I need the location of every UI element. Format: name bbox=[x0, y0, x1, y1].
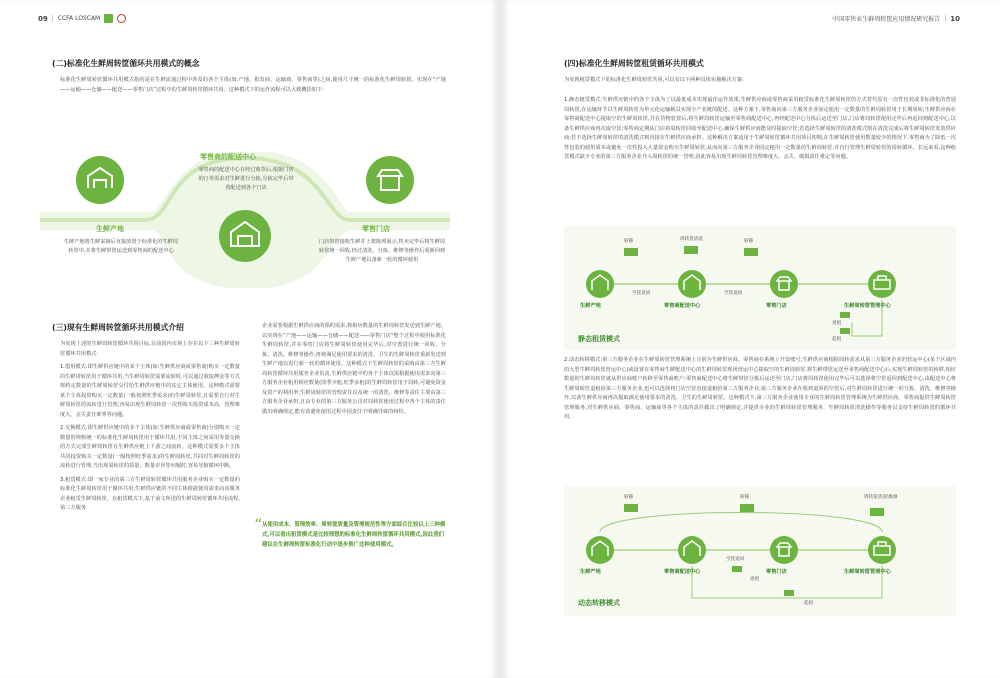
dyn-node-store: 零售门店 bbox=[766, 569, 787, 575]
static-mode-title: 静态租赁模式 bbox=[578, 335, 620, 343]
empty-return-2: 空筐返回 bbox=[724, 291, 743, 296]
dyn-return-rent-label: 退租 bbox=[750, 577, 760, 582]
quote-mark: “ bbox=[254, 515, 263, 534]
origin-description: 生鲜产地将生鲜采摘后直接放置于标准化的生鲜周转筐中,并将生鲜带筐运送到零售商的配送中心 bbox=[63, 239, 179, 254]
right-page bbox=[502, 0, 1000, 678]
exchange-mode-text: 2.交换模式:即生鲜供应链中的多个主体(如:生鲜供应商或零售商)分别购买一定数量的规格统一的标准化生鲜周转筐用于循环共用,不同主体之间采用等量交换的方式完成生鲜周转筐在生鲜供应链上下游之间流转。这种模式需要多个主体共同投资购买一定数量(一般按照旺季需求)的生鲜周转筐,共同对生鲜周转筐的流转进行管理,当出现周转筐的质量、数量差异等问题时,容易导致循环中断。 bbox=[60, 425, 240, 469]
section-3-title: (三)现有生鲜周转筐循环共用模式介绍 bbox=[52, 323, 184, 332]
dyn-transfer-label-1: 转移 bbox=[624, 495, 634, 500]
dyn-start-rent-label: 起租 bbox=[804, 601, 814, 606]
transfer-label-1: 转移 bbox=[624, 239, 634, 244]
section-4-title: (四)标准化生鲜周转筐租赁循环共用模式 bbox=[564, 59, 704, 68]
brand-name: CCFA LOSCAM bbox=[57, 15, 101, 22]
section-3-column-2: 企业需要根据生鲜供应商的预约需求,将相应数量的生鲜周转筐发送到生鲜产地。以实现在“产地——运输——仓储——配送——零售门店”整个过程中使用标准化生鲜周转筐,并在零售门店将生鲜周转筐使用完毕后,对空置进行统一回收、分拣、清洗、维修等操作,再将满足使用要求的清洗、卫生的生鲜周转筐重新发送到生鲜产地以进行新一轮的循环使用。这种模式下生鲜周转筐的采购由第三方生鲜周转筐循环共用服务企业负责,生鲜供应链中的各个主体仅需根据使用需求向第三方服务企业租用相应数量(淡季少租,旺季多租)的生鲜周转筐用于周转,可避免资金及资产的利用率;生鲜周转筐的管理责任以及统一的清洗、维修等责任主要由第三方服务企业承担,且由专业的第三方服务公司对周转筐使用过程中各个主体的责任做出明确规定,能有效避免使用过程中因责任不明确导致的纠纷。 bbox=[262, 323, 446, 415]
node-store: 零售门店 bbox=[766, 303, 787, 309]
dyn-wash-label: 周转筐清洗\维修 bbox=[864, 495, 898, 500]
dyn-node-dc: 零售商配送中心 bbox=[664, 569, 701, 575]
wash-label: 周转筐清洗 bbox=[680, 237, 703, 242]
static-lease-text: 1.静态租赁模式:生鲜供应链中的各个主体为了以最低成本实现最佳运作效果,生鲜供应商或零售商采用租赁标准化生鲜周转筐的方式替代原有一次性包装或非标准化的普通周转筐,在运输环节以生鲜周转筐为单元化运输载具实现全产业链的配送。这种方案下,零售商向第三方服务企业固定租用一定数量的生鲜周转筐用于长期周转;生鲜供应商在零售商配送中心提取空的生鲜周转筐,并在货物装置后,将生鲜周转筐运输至零售商配送中心,再经配送中心分拣后运送至门店,门店将周转筐使用完毕后再返回到配送中心,以备生鲜供应商再次取空筐;零售商定期从门店将周转筐回收至配送中心,确保生鲜供应商能及时提取空筐;若选择生鲜周转筐的清洗模式则在清洗完成后将生鲜周转筐发放供应商;若不选择生鲜周转筐的清洗模式则直接在生鲜供应商承担。这种解决方案适用于生鲜周转筐循环共用项目初期,在生鲜周转筐使用数量较少的情况下,零售商为了降低一次性包装的使用成本或避免一次性投入大量资金购买生鲜周转筐,从而向第三方服务企业固定租用一定数量的生鲜周转筐,并自行管理生鲜周转筐的周转循环。长远来看,这种租赁模式缺少专业的第三方服务企业介入周转筐的统一管理,因此容易出现生鲜周转筐管理难度大、丢失、破损责任难定等问题。 bbox=[564, 97, 956, 160]
dc-description: 零售商的配送中心在经过收货后,根据门店的订单需求对生鲜进行分拣,分拣完毕后带着配送到各个门店 bbox=[198, 167, 294, 191]
dyn-empty-return: 空筐返回 bbox=[726, 557, 745, 562]
borrow-mode-text: 1.借用模式:即生鲜供应链中的某个主体(如:生鲜供应商或零售商)购买一定数量的生鲜周转筐用于循环共用,当生鲜周转筐需要流转时,可以通过收取押金等方式将约定数量的生鲜周转筐交付给生鲜供应链中的其它主体使用。这种模式需要某个主体投资购买一定数量(一般按照旺季需求)的生鲜周转筐,且需要自行对生鲜周转筐的流转进行管理,容易出现生鲜周转筐一次性购买投资成本高、管理难度大、丢失责任难界等问题。 bbox=[60, 364, 240, 418]
dyn-node-mgmt: 生鲜周转筐管理中心 bbox=[844, 569, 891, 575]
transfer-label-2: 转移 bbox=[744, 239, 754, 244]
node-mgmt: 生鲜周转筐管理中心 bbox=[844, 303, 891, 309]
dyn-transfer-label-2: 转移 bbox=[740, 495, 750, 500]
static-lease-diagram bbox=[564, 226, 956, 350]
node-dc: 零售商配送中心 bbox=[664, 303, 701, 309]
page-header-left: 09 | CCFA LOSCAM bbox=[38, 14, 126, 23]
dyn-node-origin: 生鲜产地 bbox=[580, 569, 601, 575]
origin-title: 生鲜产地 bbox=[96, 225, 124, 233]
page-number: 10 bbox=[950, 14, 960, 23]
section-2-intro: 标准化生鲜周转筐循环共用模式指的是在生鲜流通过程中涉及的各个主体(如:产地、批发商、运输商、零售商等)之间,使用尺寸统一的标准化生鲜周转筐。实现在“产地——运输——仓储——配送——零售门店”过程中的生鲜周转筐循环共用。这种模式下的运作流程可以大致概括如下: bbox=[60, 77, 446, 93]
node-origin: 生鲜产地 bbox=[580, 303, 601, 309]
dynamic-transfer-diagram bbox=[564, 486, 956, 616]
return-rent-label: 退租 bbox=[832, 321, 842, 326]
dynamic-mode-title: 动态转移模式 bbox=[578, 599, 620, 607]
loscam-logo-icon bbox=[117, 14, 126, 23]
store-icon bbox=[366, 156, 414, 204]
section-3-column-1 bbox=[60, 340, 240, 518]
page-header-right: 中国零售业生鲜周转筐应用情况研究报告 | 10 bbox=[832, 14, 960, 23]
dc-title: 零售商的配送中心 bbox=[200, 153, 256, 161]
section-4-intro: 为实现租赁模式下的标准化生鲜周转筐共用,可以有以下两种具体实施解决方案: bbox=[564, 77, 744, 83]
store-title: 零售门店 bbox=[362, 225, 390, 233]
store-description: 门店带筐接收生鲜并上架陈列展示,售卖完毕后将生鲜周转筐统一回收,经过清洗、分拣、维修等操作后重新回到生鲜产地以备新一轮的循环使用 bbox=[318, 239, 446, 263]
empty-return-1: 空筐返回 bbox=[632, 291, 651, 296]
page-number: 09 bbox=[38, 14, 48, 23]
ccfa-logo-icon bbox=[104, 14, 113, 23]
lease-mode-text: 3.租赁模式:即一家专业的第三方生鲜周转筐循环共用服务企业购买一定数量的标准化生鲜周转筐用于循环共用,生鲜供应链的不同主体根据使用需求向该服务企业租赁生鲜周转筐。在租赁模式下,基于前文所述的生鲜周转筐循环共用流程,第三方服务 bbox=[60, 476, 240, 511]
section-3-intro: 为实现上述的生鲜周转筐循环共用目标,目前国内市场上存在以下三种生鲜周转筐循环共用模式: bbox=[60, 341, 240, 357]
left-page bbox=[0, 0, 498, 678]
report-title: 中国零售业生鲜周转筐应用情况研究报告 bbox=[832, 16, 941, 23]
start-rent-label: 起租 bbox=[832, 337, 842, 342]
section-2-title: (二)标准化生鲜周转筐循环共用模式的概念 bbox=[52, 59, 200, 68]
dynamic-transfer-text: 2.动态转移模式:第三方服务企业在生鲜周转筐管理系统上分别为生鲜供应商、零售商在系统上开设账号;生鲜供应商根据周转需求从第三方服务企业的营运中心(某个区域内的大型生鲜周转筐营运中心)或设置在零售商生鲜配送中心的生鲜周转筐现场营运中心提取空的生鲜周转筐,将生鲜带筐运送至零售商配送中心后,实现生鲜周转筐的转移,相应数量的生鲜周转筐就从供应商账户转移至零售商账户;零售商配送中心将生鲜带筐分拣后运送至门店,门店将周转筐使用完毕后可以选择将空筐返回到配送中心,由配送中心将生鲜周转筐退租给第三方服务企业,也可以选择将门店空筐直接退租给第三方服务企业;第三方服务企业在收到退回的空筐后,对生鲜周转筐进行统一的分拣、清洗、维修等操作,以备生鲜供应商再次提取满足使用要求的清洗、卫生的生鲜周转筐。这种模式下,第三方服务企业使用专业的生鲜周转筐管理系统为生鲜供应商、零售商提供生鲜周转筐管理服务,对生鲜供应商、零售商、运输商等各个主体的责任做出了明确规定,并提供专业的生鲜周转筐管理服务、生鲜周转筐清洗操作等服务以支持生鲜周转筐的循环共用。 bbox=[564, 357, 956, 420]
conclusion-quote: 从使用成本、管理效率、周转筐质量及管理规范性等方面综合比较以上三种模式,可以看出租赁模式是比较理想的标准化生鲜周转筐循环共用模式,因此我们建议在生鲜周转筐标准化行动中逐步推广这种使用模式。 bbox=[262, 522, 446, 548]
